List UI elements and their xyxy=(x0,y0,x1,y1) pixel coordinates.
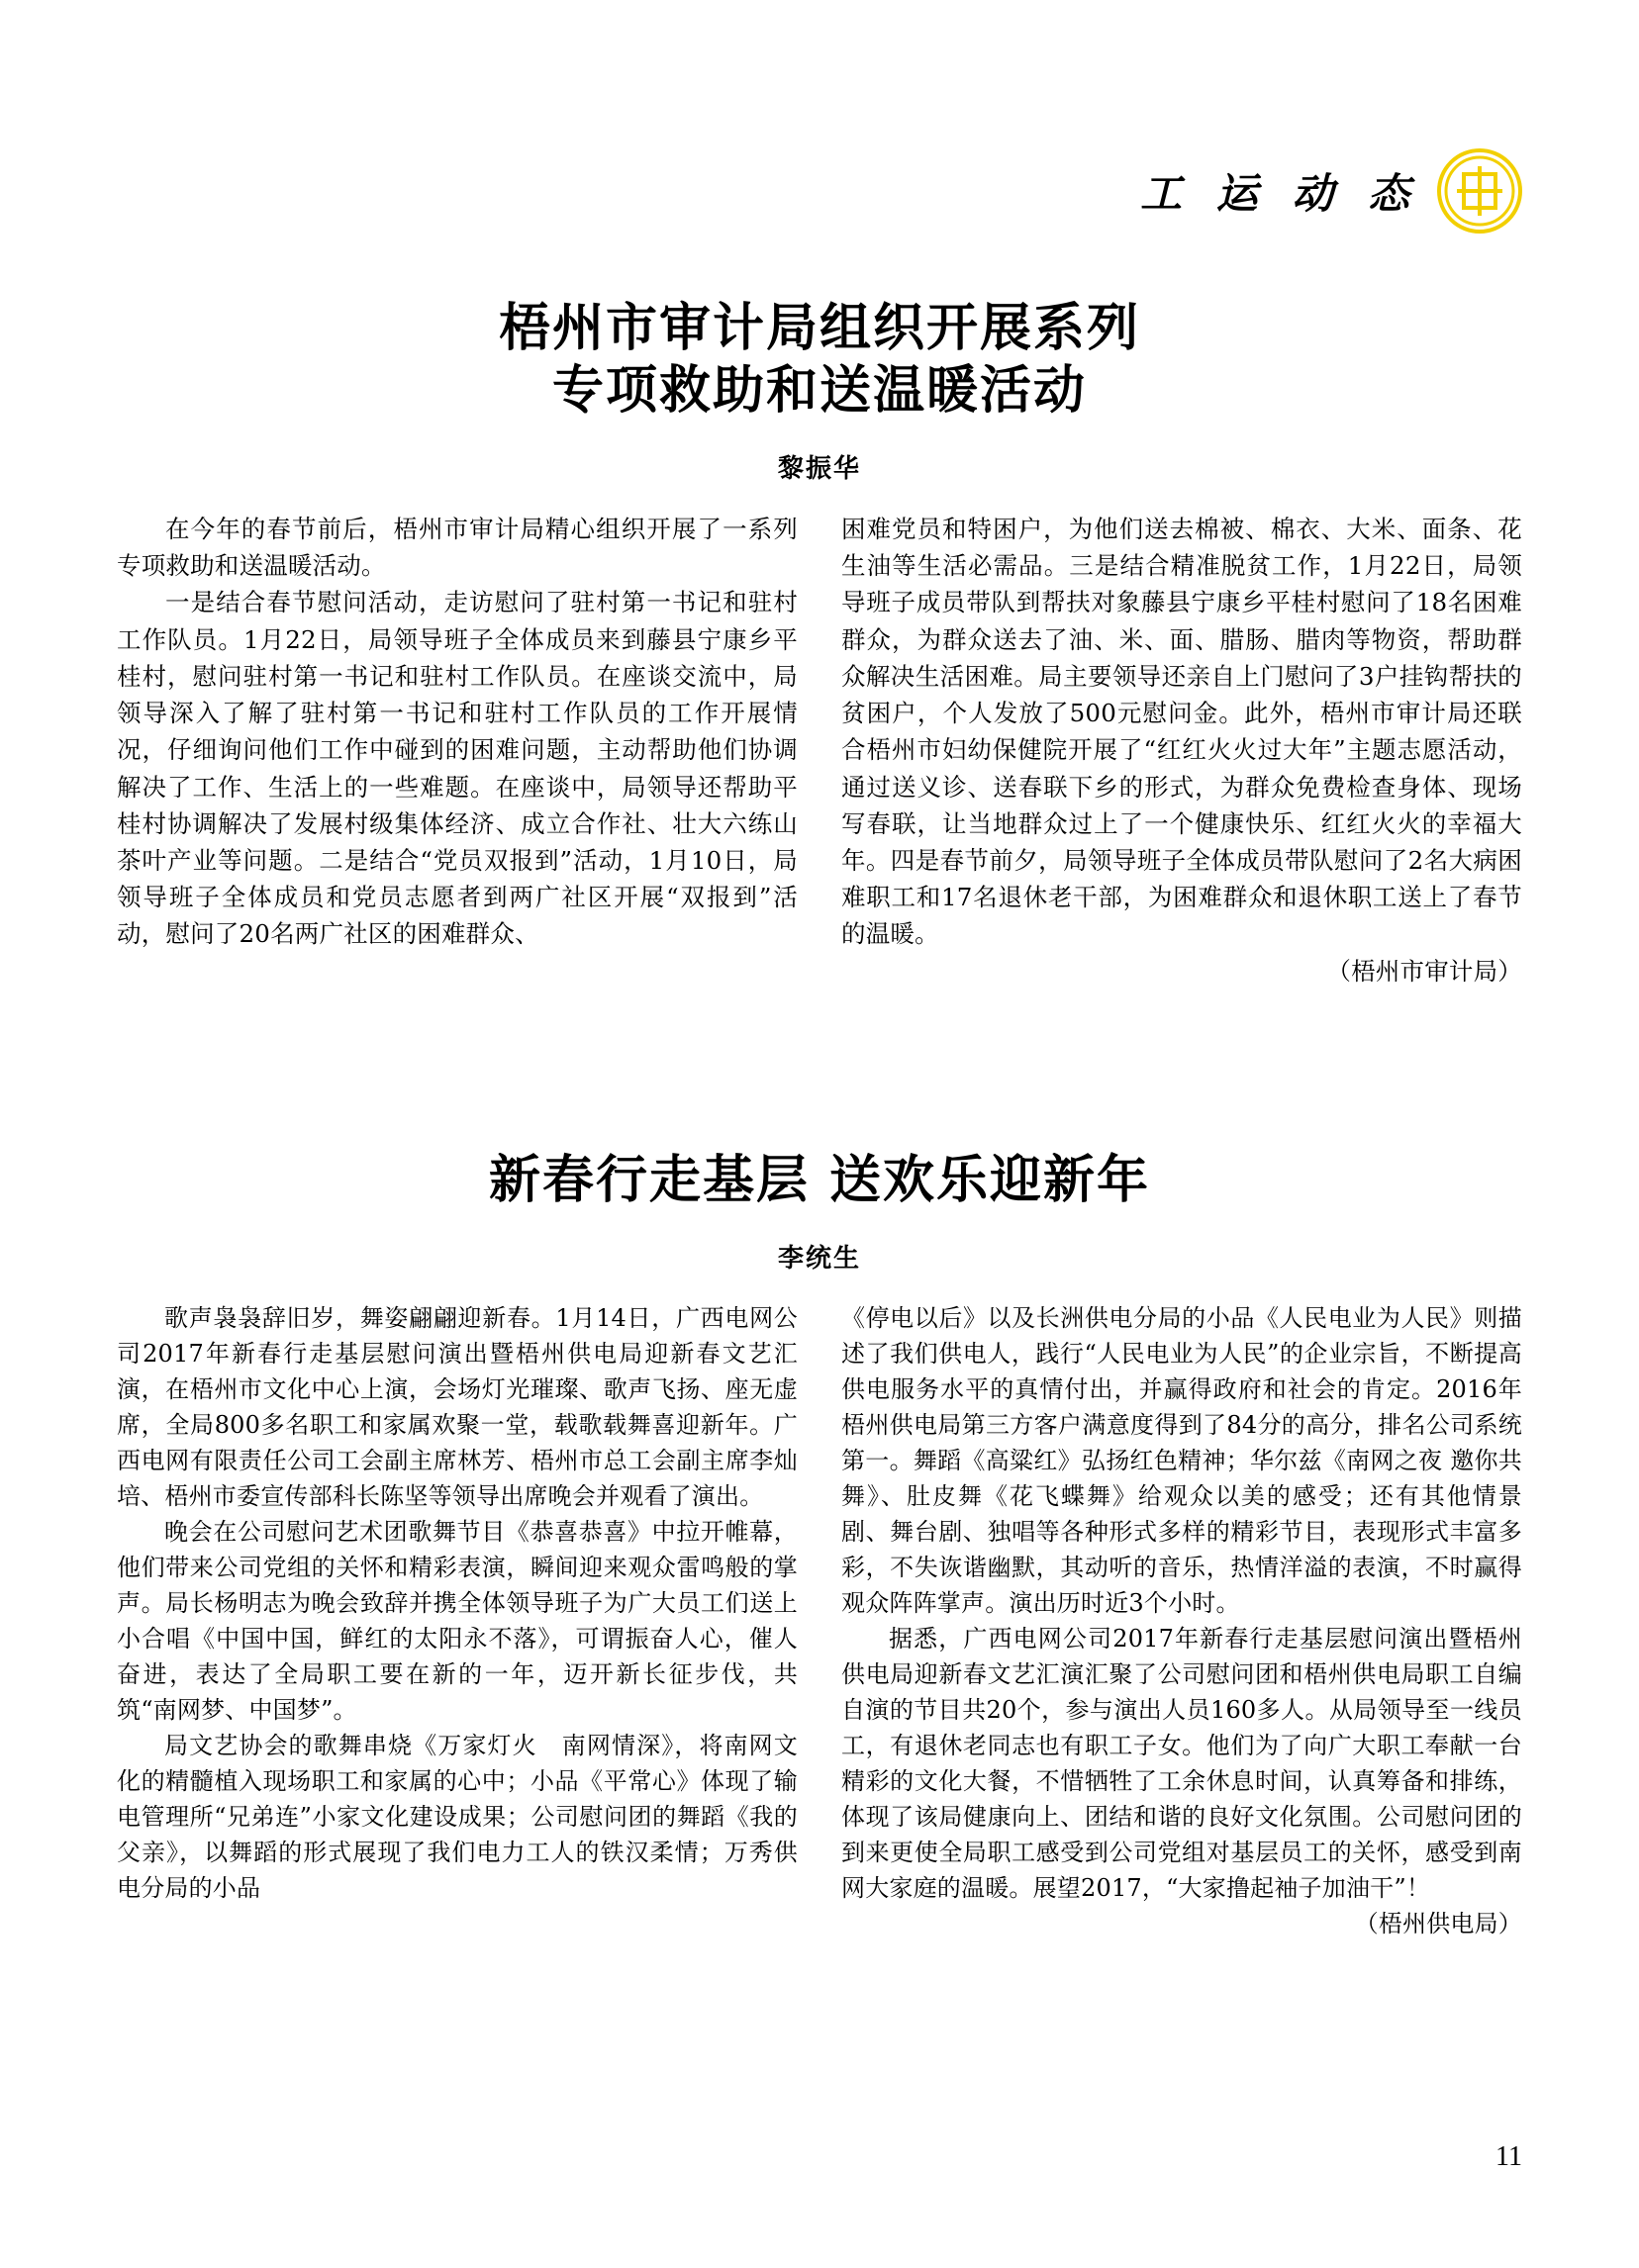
paragraph: 一是结合春节慰问活动，走访慰问了驻村第一书记和驻村工作队员。1月22日，局领导班子全体成员来到藤县宁康乡平桂村，慰问驻村第一书记和驻村工作队员。在座谈交流中，局领导深入了解了驻村第一书记和驻村工作队员的工作开展情况，仔细询问他们工作中碰到的困难问题，主动帮助他们协调解决了工作、生活上的一些难题。在座谈中，局领导还帮助平桂村协调解决了发展村级集体经济、成立合作社、壮大六练山茶叶产业等问题。二是结合“党员双报到”活动，1月10日，局领导班子全体成员和党员志愿者到两广社区开展“双报到”活动，慰问了20名两广社区的困难群众、 xyxy=(117,588,798,949)
article1-title xyxy=(0,297,1639,423)
article1-right-column xyxy=(841,511,1522,990)
article2-right-column xyxy=(841,1300,1522,1941)
article2-author: 李统生 xyxy=(777,1244,861,1274)
article2-signature: （梧州供电局） xyxy=(1354,1910,1522,1937)
article2-left-column xyxy=(117,1300,798,1941)
paragraph: 歌声袅袅辞旧岁，舞姿翩翩迎新春。1月14日，广西电网公司2017年新春行走基层慰问演出暨梧州供电局迎新春文艺汇演，在梧州市文化中心上演，会场灯光璀璨、歌声飞扬、座无虚席，全局800多名职工和家属欢聚一堂，载歌载舞喜迎新年。广西电网有限责任公司工会副主席林芳、梧州市总工会副主席李灿培、梧州市委宣传部科长陈坚等领导出席晚会并观看了演出。 xyxy=(117,1304,798,1510)
article1-signature: （梧州市审计局） xyxy=(1326,956,1522,986)
union-emblem-logo xyxy=(1437,148,1522,234)
article-xinchun xyxy=(0,1138,1639,1941)
article-shenjiju xyxy=(0,297,1639,990)
article2-columns xyxy=(0,1300,1639,1941)
article2-title: 新春行走基层 送欢乐迎新年 xyxy=(488,1150,1151,1210)
article1-title-line2: 专项救助和送温暖活动 xyxy=(551,360,1087,422)
article1-left-column xyxy=(117,511,798,990)
article1-title-line1: 梧州市审计局组织开展系列 xyxy=(498,298,1140,358)
paragraph: 晚会在公司慰问艺术团歌舞节目《恭喜恭喜》中拉开帷幕，他们带来公司党组的关怀和精彩表演，瞬间迎来观众雷鸣般的掌声。局长杨明志为晚会致辞并携全体领导班子为广大员工们送上小合唱《中国中国，鲜红的太阳永不落》，可谓振奋人心，催人奋进，表达了全局职工要在新的一年，迈开新长征步伐，共筑“南网梦、中国梦”。 xyxy=(117,1518,798,1724)
page-number: 11 xyxy=(1495,2141,1522,2172)
article1-columns xyxy=(0,511,1639,990)
paragraph: 困难党员和特困户，为他们送去棉被、棉衣、大米、面条、花生油等生活必需品。三是结合精准脱贫工作，1月22日，局领导班子成员带队到帮扶对象藤县宁康乡平桂村慰问了18名困难群众，为群众送去了油、米、面、腊肠、腊肉等物资，帮助群众解决生活困难。局主要领导还亲自上门慰问了3户挂钩帮扶的贫困户，个人发放了500元慰问金。此外，梧州市审计局还联合梧州市妇幼保健院开展了“红红火火过大年”主题志愿活动，通过送义诊、送春联下乡的形式，为群众免费检查身体、现场写春联，让当地群众过上了一个健康快乐、红红火火的幸福大年。四是春节前夕，局领导班子全体成员带队慰问了2名大病困难职工和17名退休老干部，为困难群众和退休职工送上了春节的温暖。 xyxy=(841,514,1522,949)
paragraph: 局文艺协会的歌舞串烧《万家灯火 南网情深》，将南网文化的精髓植入现场职工和家属的心中；小品《平常心》体现了输电管理所“兄弟连”小家文化建设成果；公司慰问团的舞蹈《我的父亲》，以舞蹈的形式展现了我们电力工人的铁汉柔情；万秀供电分局的小品 xyxy=(117,1732,798,1902)
masthead xyxy=(1140,148,1522,234)
paragraph: 在今年的春节前后，梧州市审计局精心组织开展了一系列专项救助和送温暖活动。 xyxy=(117,514,798,581)
article1-author: 黎振华 xyxy=(777,453,861,484)
paragraph: 《停电以后》以及长洲供电分局的小品《人民电业为人民》则描述了我们供电人，践行“人民电业为人民”的企业宗旨，不断提高供电服务水平的真情付出，并赢得政府和社会的肯定。2016年梧州供电局第三方客户满意度得到了84分的高分，排名公司系统第一。舞蹈《高粱红》弘扬红色精神；华尔兹《南网之夜 邀你共舞》、肚皮舞《花飞蝶舞》给观众以美的感受；还有其他情景剧、舞台剧、独唱等各种形式多样的精彩节目，表现形式丰富多彩，不失诙谐幽默，其动听的音乐，热情洋溢的表演，不时赢得观众阵阵掌声。演出历时近3个小时。 xyxy=(841,1304,1522,1617)
masthead-title: 工 运 动 态 xyxy=(1140,169,1419,218)
paragraph: 据悉，广西电网公司2017年新春行走基层慰问演出暨梧州供电局迎新春文艺汇演汇聚了公司慰问团和梧州供电局职工自编自演的节目共20个，参与演出人员160多人。从局领导至一线员工，有退休老同志也有职工子女。他们为了向广大职工奉献一台精彩的文化大餐，不惜牺牲了工余休息时间，认真筹备和排练，体现了该局健康向上、团结和谐的良好文化氛围。公司慰问团的到来更使全局职工感受到公司党组对基层员工的关怀，感受到南网大家庭的温暖。展望2017，“大家撸起袖子加油干”！ xyxy=(841,1625,1522,1902)
